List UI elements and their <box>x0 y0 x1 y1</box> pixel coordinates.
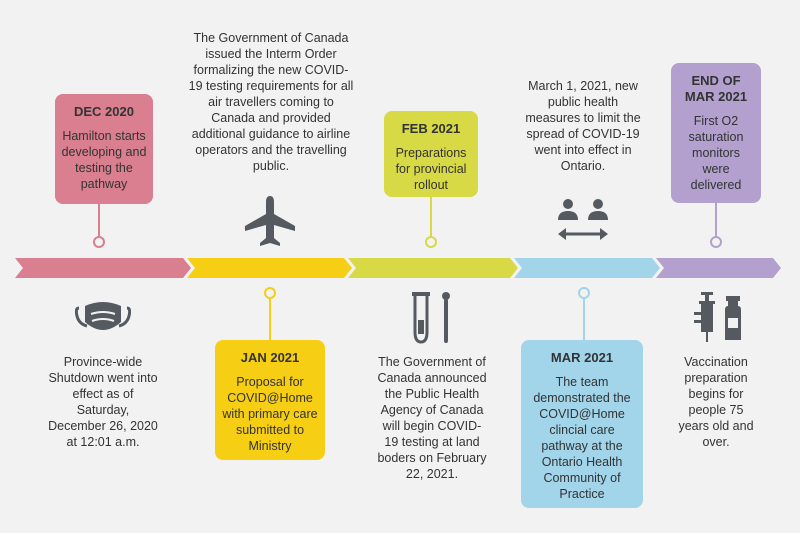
dec-2020-stem <box>98 204 100 236</box>
feb-2021-dot <box>425 236 437 248</box>
social-distance-icon <box>556 198 610 242</box>
end-mar-2021-stem <box>715 203 717 236</box>
timeline-segment-pink <box>15 258 191 278</box>
interim-order-text: The Government of Canada issued the Interm Order formalizing the new COVID-19 testing requirements for all air travellers coming to Canada and provided additional guidance to airline operators and the travelling public. <box>188 31 354 173</box>
feb-2021-card <box>384 111 478 197</box>
mar-2021-body: The team demonstrated the COVID@Home clincial care pathway at the Ontario Health Community of Practice <box>533 375 631 501</box>
vaccine-icon <box>692 290 748 344</box>
timeline-segment-lime <box>348 258 518 278</box>
end-mar-2021-card <box>671 63 761 203</box>
land-border-text: The Government of Canada announced the Public Health Agency of Canada will begin COVID-19 testing at land boders on February 22, 2021. <box>377 355 487 481</box>
mar-2021-dot <box>578 287 590 299</box>
feb-2021-title: FEB 2021 <box>401 121 461 136</box>
jan-2021-title: JAN 2021 <box>240 350 300 365</box>
timeline-segment-yellow <box>187 258 352 278</box>
mar-2021-stem <box>583 299 585 341</box>
mask-icon <box>75 298 131 338</box>
airplane-icon <box>243 194 297 248</box>
vaccination-text: Vaccination preparation begins for people 75 years old and over. <box>678 355 754 449</box>
feb-2021-stem <box>430 197 432 236</box>
end-mar-2021-dot <box>710 236 722 248</box>
test-tube-icon <box>410 290 458 346</box>
timeline-segment-blue <box>514 258 660 278</box>
march-1-text: March 1, 2021, new public health measures to limit the spread of COVID-19 went into effect in Ontario. <box>525 79 641 173</box>
timeline-segment-lavender <box>656 258 781 278</box>
end-mar-2021-body: First O2 saturation monitors were delivered <box>688 114 744 192</box>
jan-2021-card <box>215 340 325 460</box>
dec-2020-body: Hamilton starts developing and testing the pathway <box>61 129 147 191</box>
jan-2021-body: Proposal for COVID@Home with primary care submitted to Ministry <box>222 375 318 453</box>
dec-2020-title: DEC 2020 <box>74 104 134 119</box>
jan-2021-stem <box>269 299 271 341</box>
mar-2021-card <box>521 340 643 508</box>
dec-2020-dot <box>93 236 105 248</box>
shutdown-text: Province-wide Shutdown went into effect as of Saturday, December 26, 2020 at 12:01 a.m. <box>48 355 158 449</box>
jan-2021-dot <box>264 287 276 299</box>
end-mar-2021-title: END OF MAR 2021 <box>684 73 748 104</box>
feb-2021-body: Preparations for provincial rollout <box>395 146 467 192</box>
dec-2020-card <box>55 94 153 204</box>
mar-2021-title: MAR 2021 <box>550 350 614 365</box>
